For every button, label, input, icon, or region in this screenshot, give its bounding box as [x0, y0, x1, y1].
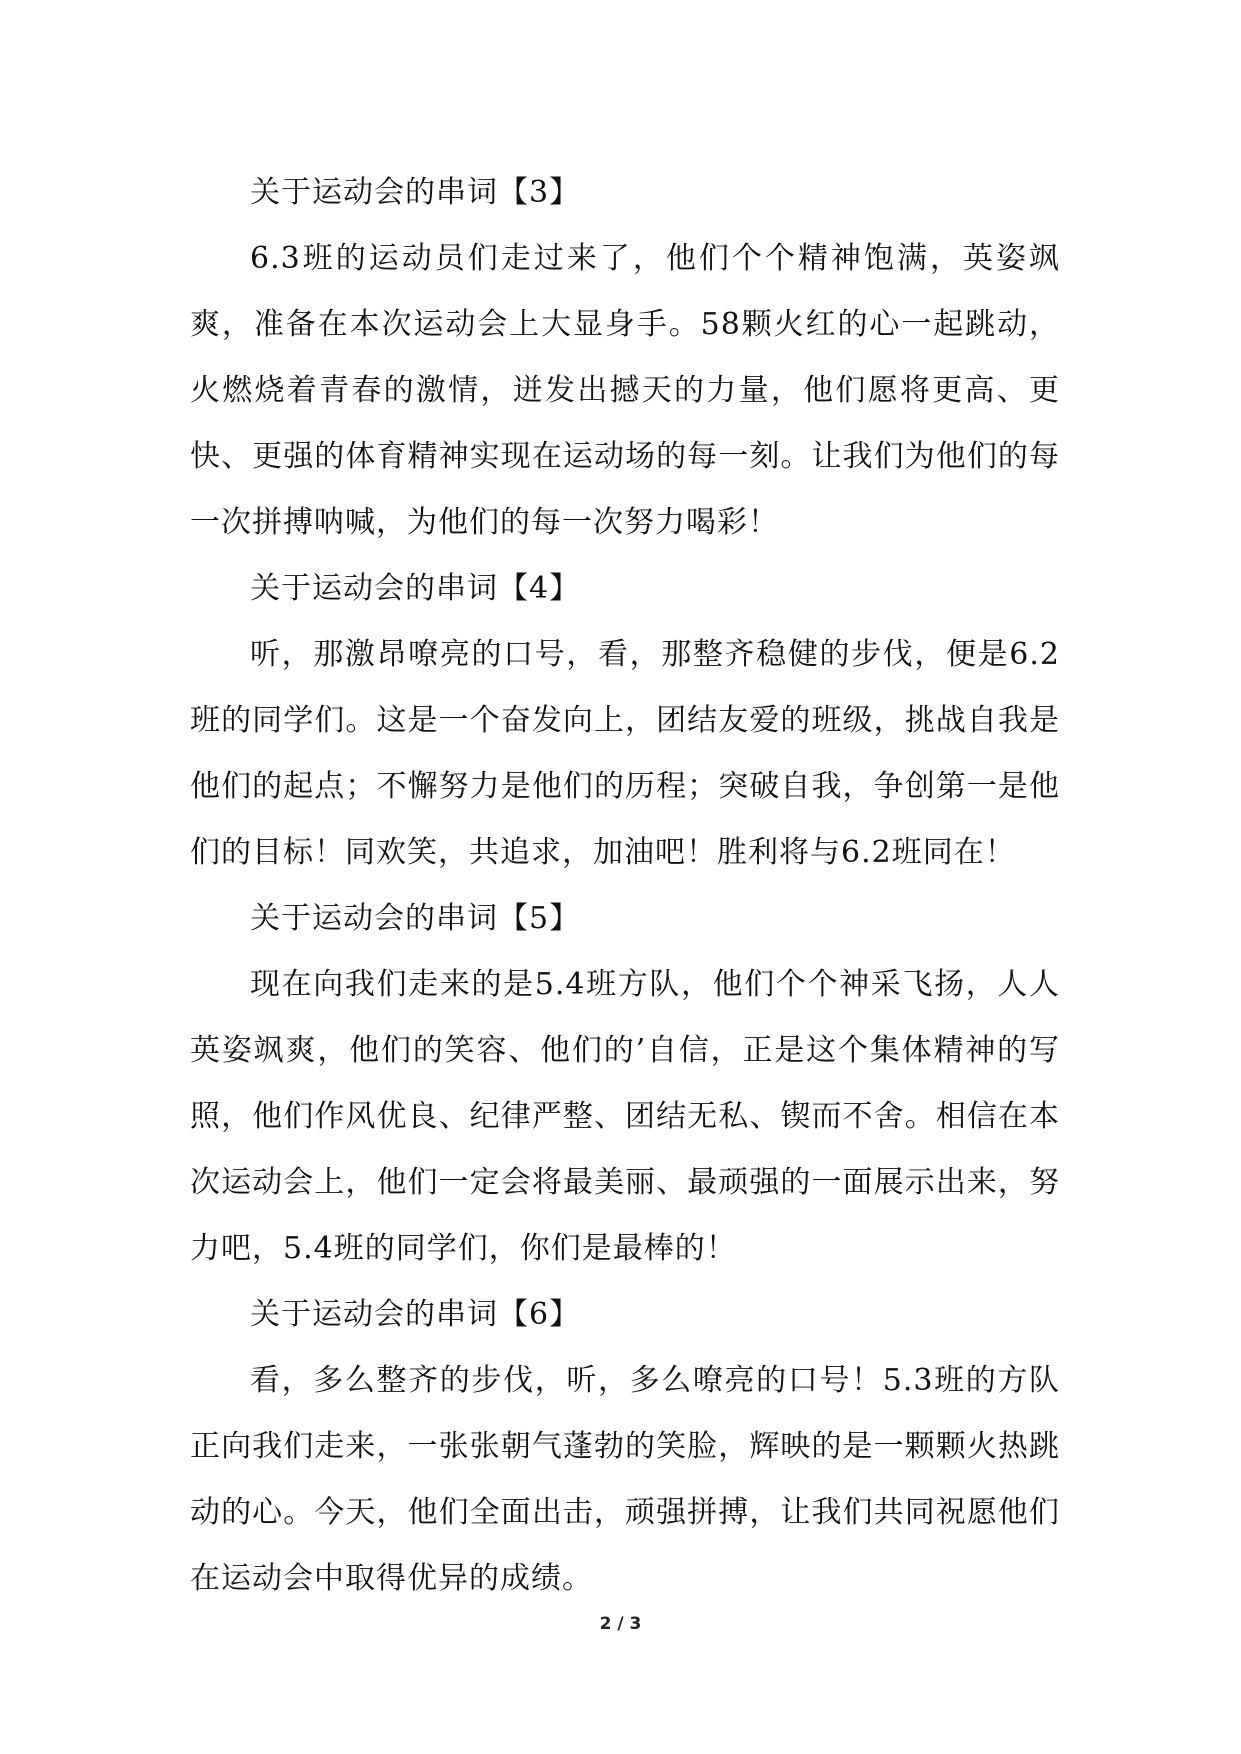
section-heading: 关于运动会的串词【5】	[250, 901, 581, 936]
section-heading: 关于运动会的串词【6】	[250, 1297, 581, 1332]
section-paragraph: 听，那激昂嘹亮的口号，看，那整齐稳健的步伐，便是6.2班的同学们。这是一个奋发向上，团结友爱的班级，挑战自我是他们的起点；不懈努力是他们的历程；突破自我，争创第一是他们的目标！同欢笑，共追求，加油吧！胜利将与6.2班同在！	[190, 637, 1060, 870]
section-paragraph: 看，多么整齐的步伐，听，多么嘹亮的口号！5.3班的方队正向我们走来，一张张朝气蓬勃的笑脸，辉映的是一颗颗火热跳动的心。今天，他们全面出击，顽强拼搏，让我们共同祝愿他们在运动会中取得优异的成绩。	[190, 1363, 1060, 1596]
section-heading: 关于运动会的串词【4】	[250, 571, 581, 606]
page-number: 2 / 3	[599, 1614, 642, 1634]
section-heading: 关于运动会的串词【3】	[250, 175, 581, 210]
document-body	[190, 160, 1060, 1612]
section-paragraph: 现在向我们走来的是5.4班方队，他们个个神采飞扬，人人英姿飒爽，他们的笑容、他们的’自信，正是这个集体精神的写照，他们作风优良、纪律严整、团结无私、锲而不舍。相信在本次运动会上，他们一定会将最美丽、最顽强的一面展示出来，努力吧，5.4班的同学们，你们是最棒的！	[190, 967, 1060, 1266]
section-paragraph: 6.3班的运动员们走过来了，他们个个精神饱满，英姿飒爽，准备在本次运动会上大显身手。58颗火红的心一起跳动，火燃烧着青春的激情，迸发出撼天的力量，他们愿将更高、更快、更强的体育精神实现在运动场的每一刻。让我们为他们的每一次拼搏呐喊，为他们的每一次努力喝彩！	[190, 241, 1060, 540]
